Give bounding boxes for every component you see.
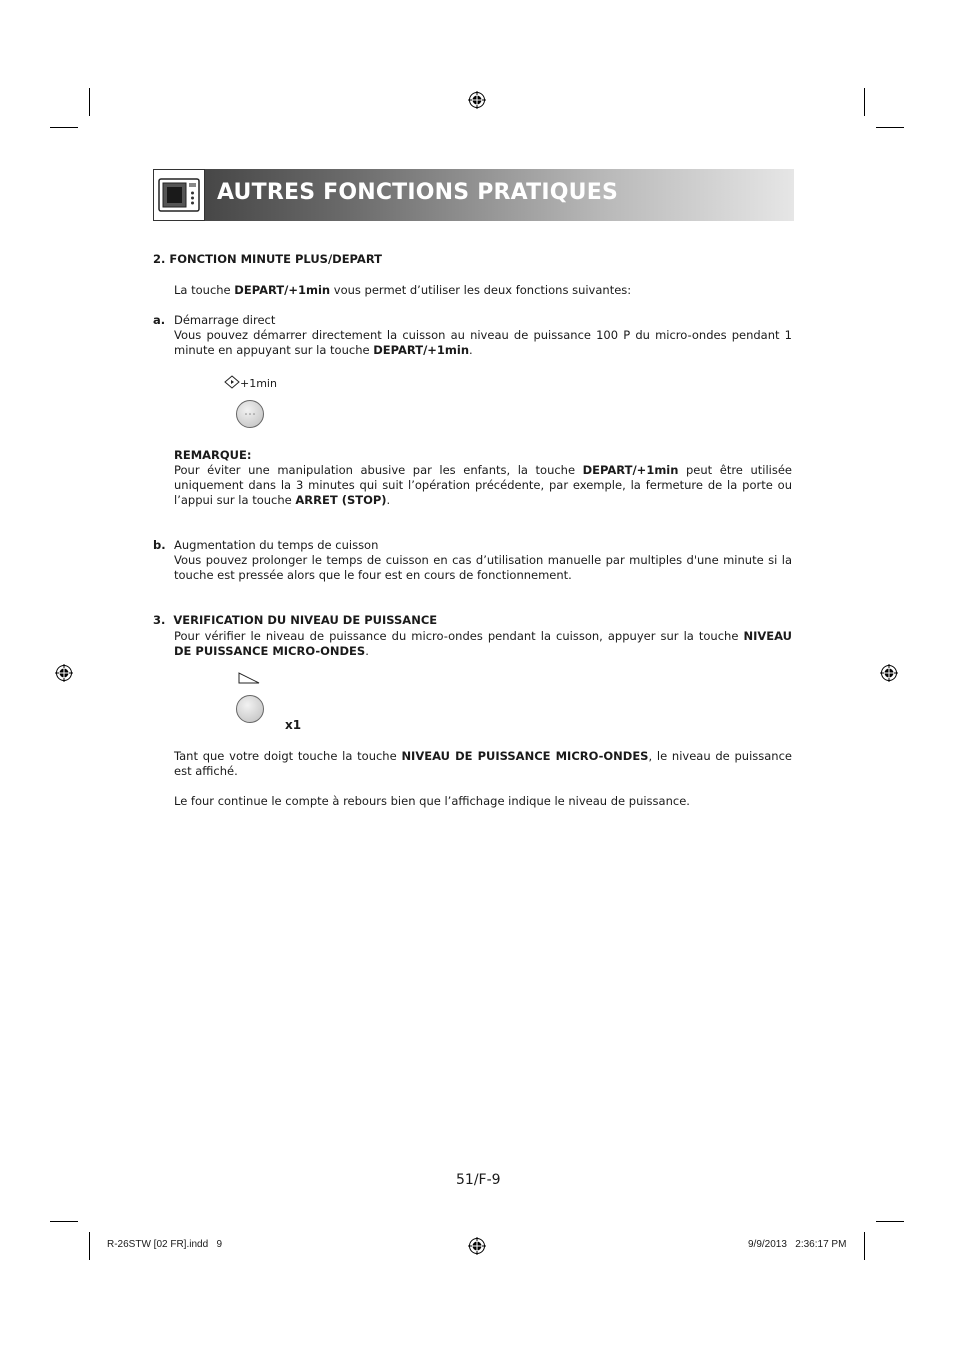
crop-mark — [50, 127, 78, 128]
item-b-body: Vous pouvez prolonger le temps de cuisson en cas d’utilisation manuelle par multiples d'une minute si la touche est pressée alors que le four est en cours de fonctionnement. — [174, 553, 792, 582]
crop-mark — [876, 127, 904, 128]
section-2-title: 2. FONCTION MINUTE PLUS/DEPART — [153, 252, 383, 266]
registration-mark-icon — [468, 91, 486, 109]
crop-mark — [89, 1232, 90, 1260]
item-a-body: Vous pouvez démarrer directement la cuisson au niveau de puissance 100 P du micro-ondes pendant 1 minute en appuyant sur la touche DEPART/+1min. — [174, 328, 792, 357]
item-a-heading: Démarrage direct — [174, 313, 276, 327]
start-plus-1min-button[interactable] — [236, 400, 264, 428]
timestamp: 9/9/2013 2:36:17 PM — [748, 1239, 847, 1250]
start-diamond-icon — [224, 375, 240, 389]
crop-mark — [876, 1221, 904, 1222]
remark-body: Pour éviter une manipulation abusive par les enfants, la touche DEPART/+1min peut être utilisée uniquement dans la 3 minutes qui suit l’opération précédente, par exemple, la fermeture de la porte ou l’appui sur la touche ARRET (STOP). — [174, 463, 792, 507]
crop-mark — [864, 1232, 865, 1260]
start-button-label: +1min — [224, 375, 277, 390]
item-a-marker: a. — [153, 313, 166, 327]
page-title: AUTRES FONCTIONS PRATIQUES — [217, 180, 619, 205]
remark-title: REMARQUE: — [174, 448, 252, 462]
crop-mark — [50, 1221, 78, 1222]
section-3-paragraph-2: Le four continue le compte à rebours bien que l’affichage indique le niveau de puissance. — [174, 794, 690, 808]
microwave-icon — [154, 170, 204, 220]
item-b-marker: b. — [153, 538, 166, 552]
section-3-intro: Pour vérifier le niveau de puissance du micro-ondes pendant la cuisson, appuyer sur la touche NIVEAU DE PUISSANCE MICRO-ONDES. — [174, 629, 792, 658]
start-button-dots-icon — [237, 401, 263, 427]
section-2-intro: La touche DEPART/+1min vous permet d’utiliser les deux fonctions suivantes: — [174, 283, 632, 297]
section-3-title: 3. VERIFICATION DU NIVEAU DE PUISSANCE — [153, 613, 438, 627]
header-icon-box — [153, 169, 205, 221]
item-b-heading: Augmentation du temps de cuisson — [174, 538, 379, 552]
power-level-button[interactable] — [236, 695, 264, 723]
press-multiplier: x1 — [285, 718, 302, 732]
crop-mark — [89, 88, 90, 116]
section-3-paragraph-1: Tant que votre doigt touche la touche NIVEAU DE PUISSANCE MICRO-ONDES, le niveau de puissance est affiché. — [174, 749, 792, 778]
power-level-icon — [238, 672, 260, 684]
registration-mark-icon — [880, 664, 898, 682]
registration-mark-icon — [55, 664, 73, 682]
file-name: R-26STW [02 FR].indd 9 — [107, 1239, 223, 1250]
page-number: 51/F-9 — [456, 1172, 501, 1188]
registration-mark-icon — [468, 1237, 486, 1255]
crop-mark — [864, 88, 865, 116]
